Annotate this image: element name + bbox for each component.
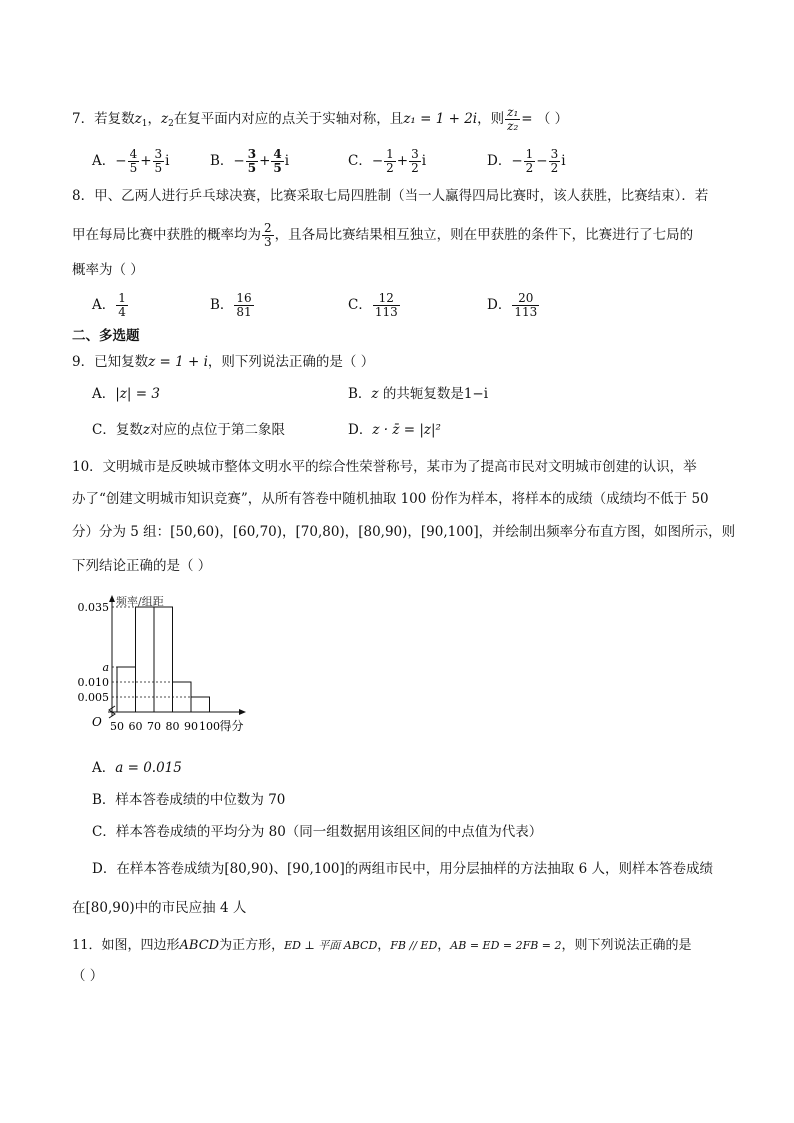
q11-line1-a: 11．如图，四边形 xyxy=(72,938,180,953)
q7-b-n2: 4 xyxy=(273,147,282,161)
q7-b-d2: 5 xyxy=(273,161,282,175)
q7-c-n2: 3 xyxy=(411,147,419,161)
q9-stem xyxy=(72,352,374,372)
q9-option-b[interactable] xyxy=(348,384,488,404)
y-axis-arrow xyxy=(109,595,115,602)
q7-stem-a: 7．若复数 xyxy=(72,111,135,127)
q7-stem-b: 在复平面内对应的点关于实轴对称，且 xyxy=(173,111,404,127)
q9-option-d[interactable] xyxy=(348,420,441,440)
q7-a-d2: 5 xyxy=(154,161,163,175)
q8-line-3: 概率为（ ） xyxy=(72,262,144,278)
q11-line-2: （ ） xyxy=(72,968,104,984)
q11-comma-2: ， xyxy=(437,938,451,953)
q9-stem-a: 9．已知复数 xyxy=(72,354,149,370)
q7-a-post: i xyxy=(165,153,170,169)
q11-cond1: ED ⊥ 平面 ABCD xyxy=(284,939,378,952)
q7-c-d2: 2 xyxy=(411,161,419,175)
q7-a-label: A． xyxy=(92,153,116,169)
y-tick-label: 0.010 xyxy=(77,676,109,689)
q7-d-frac1 xyxy=(524,148,536,175)
q9-b-math: z xyxy=(371,386,379,402)
q8-b-num: 16 xyxy=(236,291,252,305)
q7-condition: z₁ = 1 + 2i xyxy=(403,111,478,127)
q8-p-num: 2 xyxy=(264,221,272,235)
q8-b-frac xyxy=(234,292,253,319)
q8-p-den: 3 xyxy=(264,235,272,249)
q8-d-den: 113 xyxy=(514,305,538,319)
q8-option-c[interactable] xyxy=(348,292,401,319)
q7-c-n1: 1 xyxy=(386,147,394,161)
q11-cond2: FB // ED xyxy=(390,939,438,952)
x-axis-arrow xyxy=(239,709,246,715)
histogram-bar xyxy=(117,667,136,712)
q11-abcd: ABCD xyxy=(179,938,220,953)
q7-z1: z xyxy=(134,111,142,127)
q7-a-n2: 3 xyxy=(154,147,163,161)
q10-line-1: 10．文明城市是反映城市整体文明水平的综合性荣誉称号，某市为了提高市民对文明城市创建的认识，举 xyxy=(72,459,697,475)
q10-line-3: 分）分为 5 组：[50,60)，[60,70)，[70,80)，[80,90)，[90,100]，并绘制出频率分布直方图，如图所示，则 xyxy=(72,524,736,540)
q7-d-d1: 2 xyxy=(525,161,534,175)
q8-b-label: B． xyxy=(210,297,234,313)
x-tick-label: 60 xyxy=(128,720,143,733)
q10-option-b[interactable]: B．样本答卷成绩的中位数为 70 xyxy=(92,792,286,808)
q11-cond3: AB = ED = 2FB = 2 xyxy=(450,939,562,952)
q8-d-num: 20 xyxy=(518,291,534,305)
q9-c-text: 对应的点位于第二象限 xyxy=(149,422,285,438)
q9-stem-b: ，则下列说法正确的是（ ） xyxy=(207,354,375,370)
q7-b-pre: − xyxy=(233,153,245,169)
q9-c-math: z xyxy=(142,422,150,438)
q8-a-label: A． xyxy=(92,297,116,313)
q7-c-pre: − xyxy=(371,153,384,169)
q7-b-post: i xyxy=(284,153,290,169)
x-tick-label: 100 xyxy=(199,720,220,733)
q7-a-mid: + xyxy=(140,153,152,169)
q9-a-label: A． xyxy=(92,386,116,402)
q7-c-mid: + xyxy=(396,153,409,169)
x-tick-label: 70 xyxy=(147,720,161,733)
origin-label: O xyxy=(92,715,102,729)
q9-option-a[interactable] xyxy=(92,384,160,404)
q8-a-num: 1 xyxy=(118,291,126,305)
q9-c-label: C．复数 xyxy=(92,422,143,438)
q8-c-den: 113 xyxy=(374,305,398,319)
q8-c-label: C． xyxy=(348,297,372,313)
q10-option-c[interactable]: C．样本答卷成绩的平均分为 80（同一组数据用该组区间的中点值为代表） xyxy=(92,824,543,840)
q7-comma: ， xyxy=(147,111,161,127)
q7-b-mid: + xyxy=(259,153,271,169)
q7-frac-den: z₂ xyxy=(507,119,519,133)
q9-d-math: z · z̄ = |z|² xyxy=(372,422,441,438)
q7-c-post: i xyxy=(421,153,427,169)
q7-b-n1: 3 xyxy=(247,147,257,161)
q8-option-a[interactable] xyxy=(92,292,129,319)
q8-d-label: D． xyxy=(487,297,512,313)
q8-a-frac xyxy=(116,292,128,319)
q8-c-num: 12 xyxy=(378,291,394,305)
q7-frac-num: z₁ xyxy=(507,105,519,119)
y-tick-label: 0.005 xyxy=(77,691,109,704)
q7-d-pre: − xyxy=(511,153,523,169)
q7-b-frac2 xyxy=(271,148,283,175)
q11-line1-b: 为正方形， xyxy=(219,938,285,953)
q8-c-frac xyxy=(373,292,400,319)
q7-stem: 7．若复数$z_1$，$z_2$在复平面内对应的点关于实轴对称，且z₁ = 1 + 2i，则 $\frac{\text{z₁}}{\text{z₂}}$ = （ ） xyxy=(72,105,569,133)
q8-b-den: 81 xyxy=(236,305,252,319)
q9-b-val: 1−i xyxy=(463,386,489,402)
q7-d-n1: 1 xyxy=(525,147,534,161)
q10-option-a[interactable] xyxy=(92,758,182,778)
x-axis-label: 得分 xyxy=(219,719,244,733)
q7-d-post: i xyxy=(561,153,566,169)
q7-option-a[interactable] xyxy=(92,148,169,175)
q7-d-d2: 2 xyxy=(550,161,559,175)
x-tick-label: 50 xyxy=(110,720,124,733)
q10-a-math: a = 0.015 xyxy=(115,760,182,776)
q7-d-mid: − xyxy=(536,153,548,169)
q9-d-label: D． xyxy=(348,422,373,438)
q7-a-frac1 xyxy=(128,148,140,175)
q8-line2-b: ，且各局比赛结果相互独立，则在甲获胜的条件下，比赛进行了七局的 xyxy=(274,227,694,243)
q7-d-label: D． xyxy=(487,153,512,169)
q7-option-b[interactable] xyxy=(210,148,289,175)
q7-z2: z xyxy=(160,111,169,127)
q7-c-d1: 2 xyxy=(386,161,394,175)
q9-option-c[interactable] xyxy=(92,420,285,440)
y-tick-label: 0.035 xyxy=(77,601,109,614)
y-tick-label: a xyxy=(102,661,109,674)
q7-a-frac2 xyxy=(153,148,165,175)
q7-a-n1: 4 xyxy=(129,147,138,161)
q8-option-d[interactable] xyxy=(487,292,540,319)
q7-d-n2: 3 xyxy=(550,147,559,161)
q7-c-frac2 xyxy=(409,148,421,175)
histogram-bar xyxy=(191,697,210,712)
q7-b-label: B． xyxy=(210,153,234,169)
q11-line-1 xyxy=(72,936,692,956)
q8-d-frac xyxy=(512,292,539,319)
q7-a-d1: 5 xyxy=(129,161,138,175)
q9-z-def: z = 1 + i xyxy=(148,354,208,370)
q7-a-pre: − xyxy=(115,153,127,169)
q8-option-b[interactable] xyxy=(210,292,255,319)
q7-option-d[interactable] xyxy=(487,148,566,175)
histogram-bar xyxy=(136,607,155,712)
q10-option-d-line2: 在[80,90)中的市民应抽 4 人 xyxy=(72,900,247,916)
q9-b-text: 的共轭复数是 xyxy=(378,386,464,402)
x-tick-label: 90 xyxy=(184,720,198,733)
q7-stem-c: ，则 xyxy=(477,111,505,127)
q7-fraction xyxy=(505,106,520,133)
q10-a-label: A． xyxy=(92,760,116,776)
q10-line-2: 办了“创建文明城市知识竞赛”，从所有答卷中随机抽取 100 份作为样本，将样本的成绩（成绩均不低于 50 xyxy=(72,491,709,507)
q10-line-4: 下列结论正确的是（ ） xyxy=(72,558,212,574)
y-axis-label: 频率/组距 xyxy=(116,595,164,608)
q11-comma-1: ， xyxy=(377,938,391,953)
histogram-bar xyxy=(154,607,173,712)
q7-b-frac1 xyxy=(246,148,258,175)
q8-a-den: 4 xyxy=(118,305,126,319)
section-multiple-choice-heading: 二、多选题 xyxy=(72,328,140,344)
q8-line2-a: 甲在每局比赛中获胜的概率均为 xyxy=(72,227,261,243)
q7-c-label: C． xyxy=(348,153,372,169)
q9-b-label: B． xyxy=(348,386,372,402)
q7-b-d1: 5 xyxy=(247,161,257,175)
q11-line1-c: ，则下列说法正确的是 xyxy=(561,938,692,953)
q7-stem-d: = （ ） xyxy=(521,111,569,127)
x-tick-label: 80 xyxy=(165,720,180,733)
q8-line-2 xyxy=(72,222,693,249)
q9-a-math: |z| = 3 xyxy=(115,386,160,402)
q8-probability xyxy=(262,222,274,249)
q7-d-frac2 xyxy=(549,148,561,175)
frequency-histogram xyxy=(64,594,264,744)
q8-line-1: 8．甲、乙两人进行乒乓球决赛，比赛采取七局四胜制（当一人赢得四局比赛时，该人获胜，比赛结束）．若 xyxy=(72,188,709,204)
q7-c-frac1 xyxy=(384,148,396,175)
q10-option-d-line1[interactable]: D．在样本答卷成绩为[80,90)、[90,100]的两组市民中，用分层抽样的方法抽取 6 人，则样本答卷成绩 xyxy=(92,861,713,877)
q7-option-c[interactable] xyxy=(348,148,426,175)
